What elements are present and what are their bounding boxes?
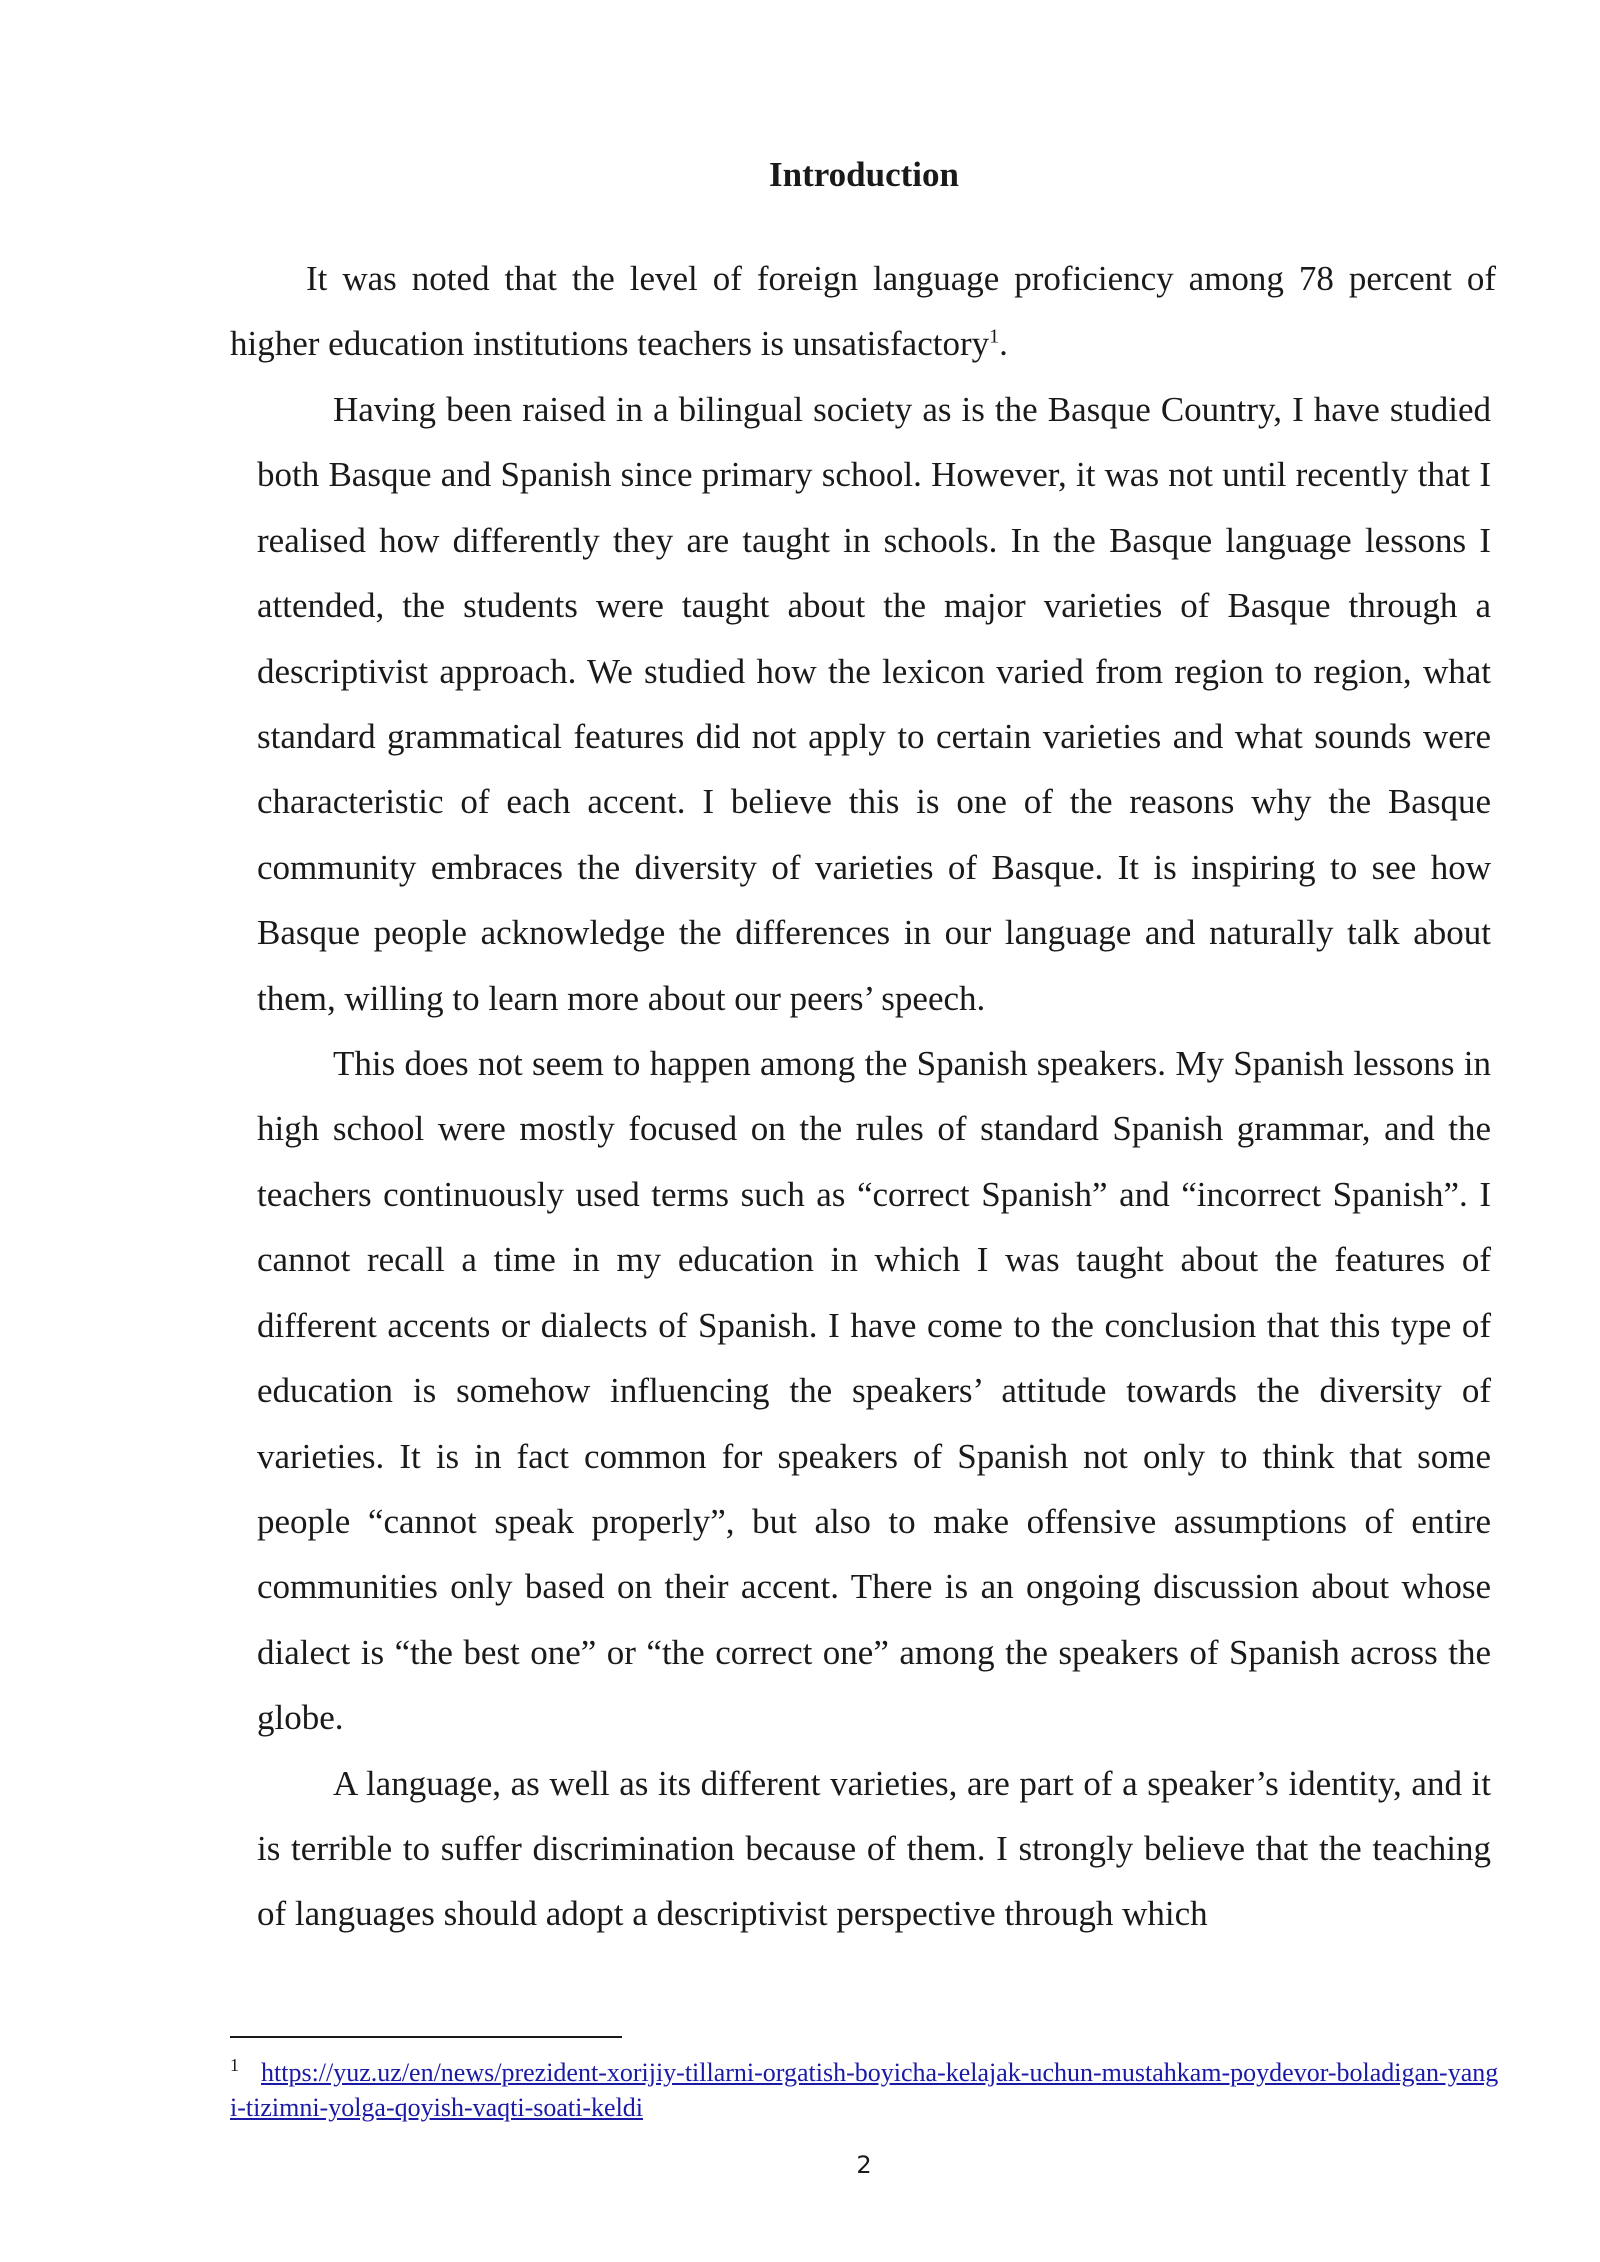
body-text: [257, 377, 1491, 1947]
paragraph-1-end: .: [999, 324, 1008, 364]
paragraph-1-text: It was noted that the level of foreign language proficiency among 78 percent of higher education institutions teachers is unsatisfactory: [230, 259, 1496, 364]
paragraph-2: Having been raised in a bilingual society as is the Basque Country, I have studied both Basque and Spanish since primary school. However, it was not until recently that I realised how differently they are taught in schools. In the Basque language lessons I attended, the students were taught about the major varieties of Basque through a descriptivist approach. We studied how the lexicon varied from region to region, what standard grammatical features did not apply to certain varieties and what sounds were characteristic of each accent. I believe this is one of the reasons why the Basque community embraces the diversity of varieties of Basque. It is inspiring to see how Basque people acknowledge the differences in our language and naturally talk about them, willing to learn more about our peers’ speech.: [257, 390, 1491, 1018]
footnote: [230, 2055, 1500, 2125]
paragraph-4: A language, as well as its different varieties, are part of a speaker’s identity, and it is terrible to suffer discrimination because of them. I strongly believe that the teaching of languages should adopt a descriptivist perspective through which: [257, 1763, 1491, 1934]
footnote-separator: [230, 2036, 622, 2038]
footnote-reference[interactable]: 1: [989, 325, 1000, 348]
footnote-number: 1: [230, 2055, 239, 2076]
paragraph-1: [230, 246, 1496, 377]
page-number: 2: [856, 2151, 872, 2179]
paragraph-3: This does not seem to happen among the Spanish speakers. My Spanish lessons in high school were mostly focused on the rules of standard Spanish grammar, and the teachers continuously used terms such as “correct Spanish” and “incorrect Spanish”. I cannot recall a time in my education in which I was taught about the features of different accents or dialects of Spanish. I have come to the conclusion that this type of education is somehow influencing the speakers’ attitude towards the diversity of varieties. It is in fact common for speakers of Spanish not only to think that some people “cannot speak properly”, but also to make offensive assumptions of entire communities only based on their accent. There is an ongoing discussion about whose dialect is “the best one” or “the correct one” among the speakers of Spanish across the globe.: [257, 1044, 1491, 1738]
footnote-link[interactable]: https://yuz.uz/en/news/prezident-xorijiy-tillarni-orgatish-boyicha-kelajak-uchun-mustahkam-poydevor-boladigan-yangi-tizimni-yolga-qoyish-vaqti-soati-keldi: [230, 2058, 1499, 2122]
section-title: Introduction: [769, 155, 959, 194]
